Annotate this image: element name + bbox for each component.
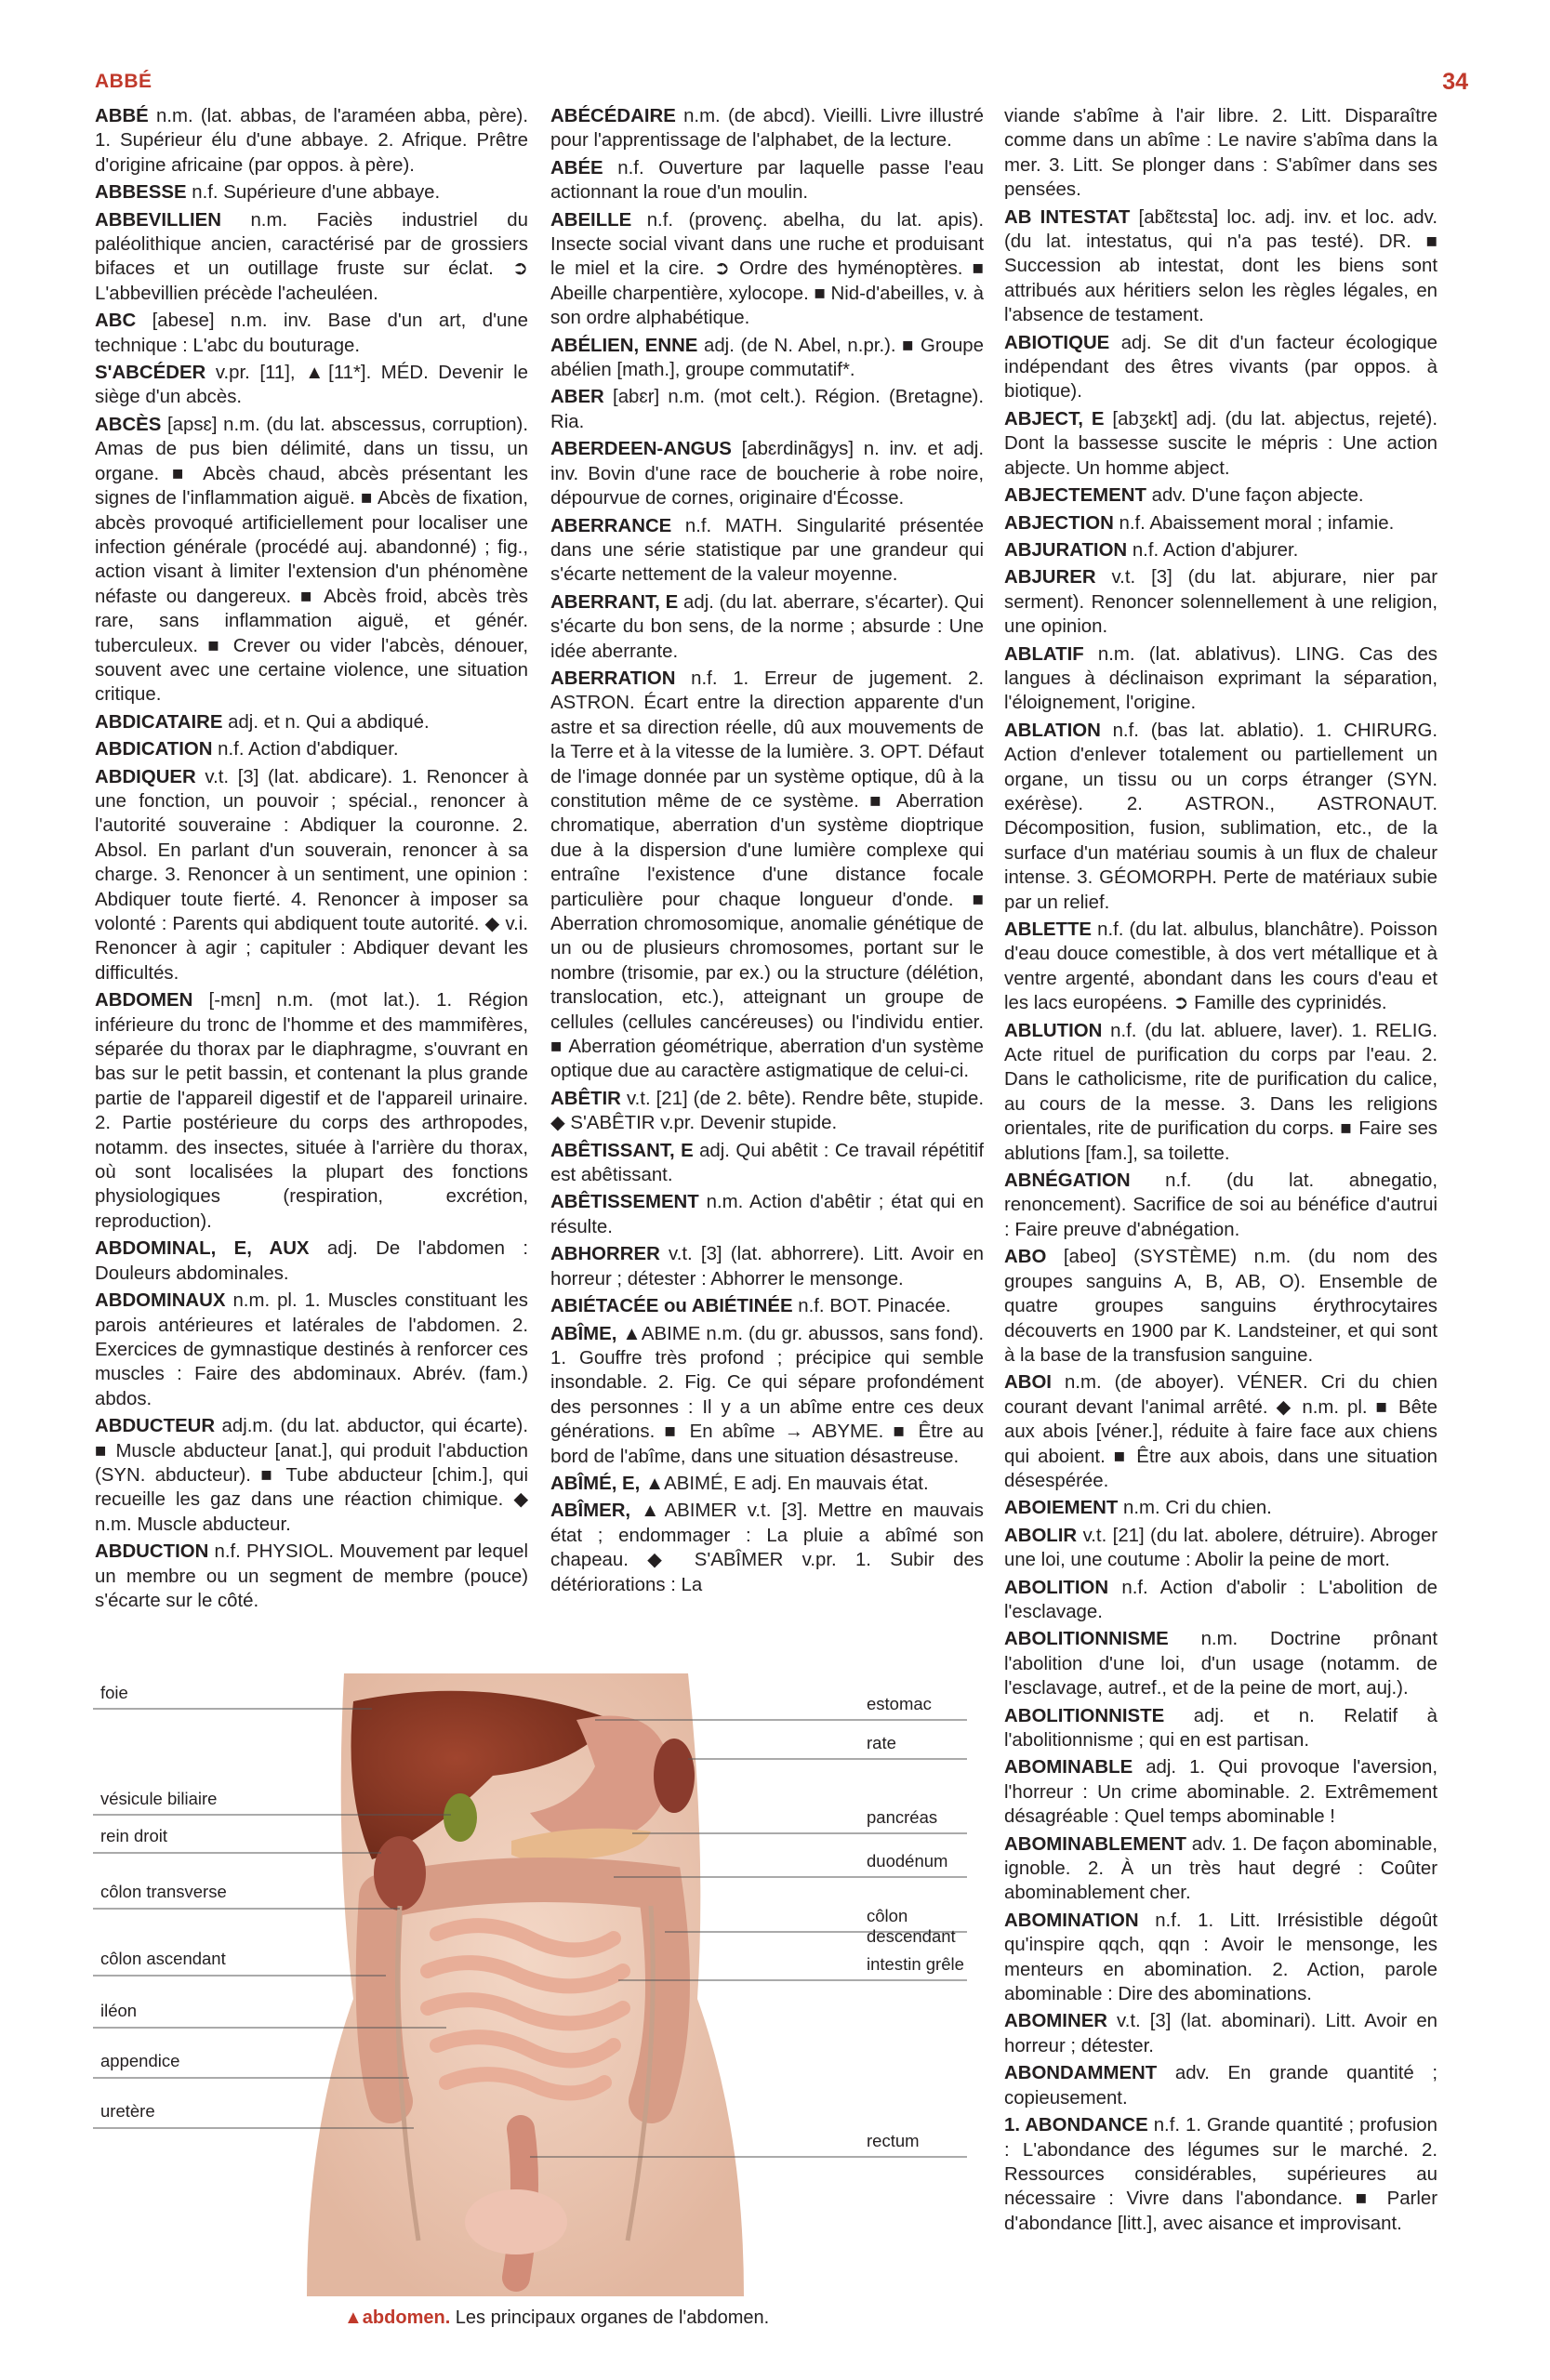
- dictionary-entry: [95, 710, 528, 734]
- entry-definition: n.m. Cri du chien.: [1123, 1498, 1272, 1519]
- dictionary-entry: [550, 1087, 984, 1136]
- entry-headword: ABLETTE: [1004, 919, 1093, 940]
- entry-definition: v.t. [3] (lat. abdicare). 1. Renoncer à une fonction, un pouvoir ; spécial., renoncer à l'autorité souveraine : Abdiquer la couronne. 2. Absol. En parlant d'un souverain, renoncer à sa charge. 3. Renoncer à un sentiment, une opinion : Abdiquer toute fierté. 4. Renoncer à imposer sa volonté : Parents qui abdiquent toute autorité. ◆ v.i. Renoncer à agir ; capituler : Abdiquer devant les difficultés.: [95, 766, 528, 984]
- entry-definition: n.f. (provenç. abelha, du lat. apis). Insecte social vivant dans une ruche et produisant le miel et la cire. ➲ Ordre des hyménoptères. ■ Abeille charpentière, xylocope. ■ Nid-d'abeilles, v. à son ordre alphabétique.: [550, 209, 984, 329]
- entry-headword: ABBESSE: [95, 182, 187, 204]
- dictionary-entry: [95, 988, 528, 1234]
- entry-headword: ABJECTION: [1004, 512, 1114, 534]
- entry-definition: adv. En grande quantité ; copieusement.: [1004, 2063, 1437, 2109]
- right-kidney: [374, 1836, 426, 1911]
- abdomen-illustration: [93, 1664, 986, 2296]
- label-colon-transverse: côlon transverse: [100, 1882, 227, 1901]
- column-2: [550, 104, 984, 1600]
- dictionary-entry: [1004, 407, 1437, 481]
- bladder: [465, 2189, 567, 2254]
- entry-definition: [abese] n.m. inv. Base d'un art, d'une technique : L'abc du bouturage.: [95, 311, 528, 356]
- entry-definition: v.pr. [11], ▲[11*]. MÉD. Devenir le siège d'un abcès.: [95, 363, 528, 408]
- dictionary-entry: [1004, 1627, 1437, 1700]
- entry-definition: n.m. Action d'abêtir ; état qui en résulte.: [550, 1192, 984, 1237]
- dictionary-entry: [550, 1472, 984, 1496]
- entry-definition: n.f. Action d'abdiquer.: [218, 739, 399, 760]
- dictionary-entry: [550, 385, 984, 434]
- entry-definition: n.f. Action d'abjurer.: [1132, 539, 1299, 561]
- entry-definition: [abɛ̃tɛsta] loc. adj. inv. et loc. adv. (du lat. intestatus, qui n'a pas testé). DR. ■ Succession ab intestat, dont les biens sont attribués aux héritiers selon les règles légales, en l'absence de testament.: [1004, 206, 1437, 326]
- dictionary-entry: [95, 1540, 528, 1613]
- caption-headword: ▲abdomen.: [344, 2307, 451, 2328]
- entry-definition: adj.m. (du lat. abductor, qui écarte). ■ Muscle abducteur [anat.], qui produit l'abduction (SYN. abducteur). ■ Tube abducteur [chim.], qui recueille les gaz dans une réaction chimique. ◆ n.m. Muscle abducteur.: [95, 1416, 528, 1535]
- entry-definition: n.m. Faciès industriel du paléolithique ancien, caractérisé par de grossiers bifaces et un outillage fruste sur éclat. ➲ L'abbevillien précède l'acheuléen.: [95, 209, 528, 304]
- dictionary-entry: [550, 104, 984, 153]
- dictionary-entry: [95, 413, 528, 707]
- dictionary-entry: [1004, 511, 1437, 536]
- entry-definition: adj. et n. Relatif à l'abolitionnisme ; qui en est partisan.: [1004, 1705, 1437, 1751]
- figure-caption: [344, 2307, 769, 2329]
- label-vesicule-biliaire: vésicule biliaire: [100, 1789, 218, 1808]
- dictionary-entry: [550, 1242, 984, 1291]
- dictionary-entry: [1004, 2113, 1437, 2236]
- entry-headword: ABDUCTEUR: [95, 1416, 216, 1437]
- dictionary-entry: [1004, 2009, 1437, 2058]
- entry-definition: n.f. PHYSIOL. Mouvement par lequel un membre ou un segment de membre (pouce) s'écarte sur le côté.: [95, 1541, 528, 1611]
- entry-headword: ABOMINER: [1004, 2011, 1108, 2032]
- entry-definition: adj. 1. Qui provoque l'aversion, l'horreur : Un crime abominable. 2. Extrêmement désagréable : Quel temps abominable !: [1004, 1757, 1437, 1828]
- entry-definition: adv. D'une façon abjecte.: [1151, 485, 1364, 507]
- entry-headword: ABOLIR: [1004, 1525, 1078, 1546]
- entry-headword: ABDOMINAL, E, AUX: [95, 1238, 310, 1260]
- dictionary-entry: [1004, 1576, 1437, 1625]
- entry-definition: [abɛrdinãgys] n. inv. et adj. inv. Bovin d'une race de boucherie à robe noire, dépourvue de cornes, originaire d'Écosse.: [550, 439, 984, 509]
- entry-definition: v.t. [3] (lat. abhorrere). Litt. Avoir en horreur ; détester : Abhorrer le mensonge.: [550, 1244, 984, 1289]
- entry-definition: adj. (de N. Abel, n.pr.). ■ Groupe abélien [math.], groupe commutatif*.: [550, 335, 984, 381]
- entry-headword: ABONDAMMENT: [1004, 2063, 1158, 2084]
- dictionary-entry: [1004, 538, 1437, 562]
- entry-definition: n.f. Action d'abolir : L'abolition de l'esclavage.: [1004, 1577, 1437, 1622]
- entry-definition: [apsɛ] n.m. (du lat. abscessus, corruption). Amas de pus bien délimité, dans un tissu, un organe. ■ Abcès chaud, abcès présentant les signes de l'inflammation aiguë. ■ Abcès de fixation, abcès provoqué artificiellement pour localiser une infection générale (procédé auj. abandonné) ; fig., action visant à limiter l'extension d'un phénomène néfaste ou dangereux. ■ Abcès froid, abcès très rare, sans inflammation aiguë, et génér. tuberculeux. ■ Crever ou vider l'abcès, dénouer, souvent avec une certaine violence, une situation critique.: [95, 414, 529, 706]
- column-3: [1004, 104, 1437, 2239]
- dictionary-entry: [1004, 331, 1437, 404]
- entry-definition: [abeo] (SYSTÈME) n.m. (du nom des groupes sanguins A, B, AB, O). Ensemble de quatre groupes sanguins érythrocytaires découverts en 1900 par K. Landsteiner, et qui sont à la base de la transfusion sanguine.: [1004, 1247, 1437, 1366]
- entry-headword: ABDICATAIRE: [95, 711, 223, 733]
- label-colon-descendant: côlon descendant: [867, 1906, 956, 1946]
- entry-headword: ABDICATION: [95, 739, 213, 760]
- entry-definition: n.f. Ouverture par laquelle passe l'eau actionnant la roue d'un moulin.: [550, 157, 984, 204]
- entry-definition: adj. (du lat. aberrare, s'écarter). Qui s'écarte du bon sens, de la norme ; absurde : Une idée aberrante.: [550, 591, 984, 662]
- entry-headword: ABOMINABLEMENT: [1004, 1833, 1186, 1855]
- abdomen-anatomy-drawing: [93, 1664, 986, 2296]
- entry-headword: ABOLITIONNISTE: [1004, 1705, 1165, 1726]
- dictionary-entry: [1004, 1496, 1437, 1520]
- dictionary-entry: [1004, 1755, 1437, 1829]
- entry-definition: n.f. 1. Grande quantité ; profusion : L'abondance des légumes sur le marché. 2. Ressources considérables, supérieures au nécessaire : Vivre dans l'abondance. ■ Parler d'abondance [litt.], avec aisance et improvisant.: [1004, 2115, 1437, 2234]
- dictionary-entry: [95, 309, 528, 358]
- label-pancreas: pancréas: [867, 1807, 938, 1827]
- entry-headword: ABERRANT, E: [550, 591, 679, 613]
- entry-headword: ABC: [95, 311, 137, 332]
- entry-headword: ABÎMÉ, E,: [550, 1473, 641, 1494]
- dictionary-entry: [550, 590, 984, 664]
- entry-headword: ABÊTIR: [550, 1088, 621, 1109]
- dictionary-entry: [95, 104, 528, 178]
- entry-definition: adj. De l'abdomen : Douleurs abdominales.: [95, 1238, 528, 1284]
- label-rein-droit: rein droit: [100, 1826, 167, 1845]
- entry-definition: n.f. (du lat. abluere, laver). 1. RELIG. Acte rituel de purification du corps par l'eau. 2. Dans le catholicisme, rite de purification du calice, au cours de la messe. 3. Dans les religions orientales, rite de purification du corps. ■ Faire ses ablutions [fam.], sa toilette.: [1004, 1020, 1437, 1164]
- entry-headword: ABDOMINAUX: [95, 1290, 226, 1312]
- gallbladder: [444, 1793, 477, 1842]
- entry-definition: adj. et n. Qui a abdiqué.: [228, 711, 430, 733]
- entry-definition: n.m. (lat. ablativus). LING. Cas des langues à déclinaison exprimant la séparation, l'éloignement, l'origine.: [1004, 643, 1437, 714]
- dictionary-entry: [1004, 719, 1437, 915]
- entry-headword: ABDUCTION: [95, 1541, 209, 1563]
- entry-headword: ABOLITION: [1004, 1577, 1109, 1598]
- entry-headword: 1. ABONDANCE: [1004, 2115, 1148, 2136]
- dictionary-entry: [1004, 205, 1437, 328]
- dictionary-entry: [1004, 104, 1437, 203]
- entry-definition: n.m. (lat. abbas, de l'araméen abba, père). 1. Supérieur élu d'une abbaye. 2. Afrique. Prêtre d'origine africaine (par oppos. à père).: [95, 106, 529, 176]
- entry-headword: ABÊTISSANT, E: [550, 1140, 694, 1161]
- entry-headword: ABJECTEMENT: [1004, 485, 1146, 507]
- entry-definition: [-mɛn] n.m. (mot lat.). 1. Région inférieure du tronc de l'homme et des mammifères, séparée du thorax par le diaphragme, s'ouvrant en bas sur le petit bassin, et contenant la plus grande partie de l'appareil digestif et de l'appareil urinaire. 2. Partie postérieure du corps des arthropodes, notamm. des insectes, située à l'arrière du thorax, où sont localisées la plupart des fonctions physiologiques (respiration, excrétion, reproduction).: [95, 990, 528, 1232]
- entry-definition: v.t. [21] (de 2. bête). Rendre bête, stupide. ◆ S'ABÊTIR v.pr. Devenir stupide.: [550, 1088, 985, 1134]
- dictionary-entry: [1004, 483, 1437, 508]
- dictionary-entry: [550, 208, 984, 331]
- entry-headword: ABÉE: [550, 157, 603, 178]
- entry-headword: ABOMINABLE: [1004, 1757, 1133, 1778]
- entry-definition: n.f. 1. Erreur de jugement. 2. ASTRON. Écart entre la direction apparente d'un astre et sa direction réelle, dû aux mouvements de la Terre et à la vitesse de la lumière. 3. OPT. Défaut de l'image donnée par un système optique, dû à la constitution même de ce système. ■ Aberration chromatique, aberration d'un système dioptrique due à la dispersion d'une lumière complexe qui entraîne l'existence d'une distance focale particulière pour chaque longueur d'onde. ■ Aberration chromosomique, anomalie génétique de un ou de plusieurs chromosomes, portant sur le nombre (trisomie, par ex.) ou la structure (délétion, translocation, etc.), atteignant un groupe de cellules (cellules cancéreuses) ou l'individu entier. ■ Aberration géométrique, aberration d'un système optique due au caractère astigmatique de celui-ci.: [550, 668, 984, 1082]
- entry-headword: ABIOTIQUE: [1004, 332, 1110, 353]
- dictionary-entry: [1004, 1704, 1437, 1753]
- dictionary-entry: [550, 1190, 984, 1239]
- dictionary-entry: [550, 1294, 984, 1318]
- entry-definition: [abɛr] n.m. (mot celt.). Région. (Bretagne). Ria.: [550, 387, 984, 432]
- label-rate: rate: [867, 1733, 896, 1752]
- entry-definition: n.f. BOT. Pinacée.: [798, 1296, 951, 1317]
- label-foie: foie: [100, 1683, 128, 1702]
- entry-headword: ABÎME,: [550, 1323, 617, 1344]
- entry-definition: v.t. [3] (lat. abominari). Litt. Avoir en horreur ; détester.: [1004, 2011, 1437, 2056]
- entry-definition: viande s'abîme à l'air libre. 2. Litt. Disparaître comme dans un abîme : Le navire s'abîma dans la mer. 3. Litt. Se plonger dans : S'abîmer dans ses pensées.: [1004, 106, 1437, 201]
- spleen: [654, 1739, 695, 1813]
- label-rectum: rectum: [867, 2131, 920, 2150]
- entry-headword: ABIÉTACÉE ou ABIÉTINÉE: [550, 1296, 793, 1317]
- caption-text: Les principaux organes de l'abdomen.: [450, 2307, 770, 2328]
- entry-definition: n.m. Doctrine prônant l'abolition d'une loi, d'un usage (notamm. de l'esclavage, autref., et de la peine de mort, auj.).: [1004, 1629, 1437, 1699]
- dictionary-entry: [550, 1139, 984, 1188]
- dictionary-entry: [1004, 1019, 1437, 1166]
- label-colon-ascendant: côlon ascendant: [100, 1949, 226, 1968]
- dictionary-entry: [1004, 1524, 1437, 1573]
- dictionary-entry: [95, 737, 528, 761]
- entry-definition: n.f. (du lat. abnegatio, renoncement). Sacrifice de soi au bénéfice d'autrui : Faire preuve d'abnégation.: [1004, 1170, 1437, 1240]
- entry-headword: ABLATION: [1004, 720, 1101, 741]
- dictionary-entry: [550, 1499, 984, 1597]
- dictionary-entry: [1004, 1245, 1437, 1368]
- entry-headword: ABOMINATION: [1004, 1910, 1139, 1931]
- entry-definition: v.t. [21] (du lat. abolere, détruire). Abroger une loi, une coutume : Abolir la peine de mort.: [1004, 1525, 1438, 1571]
- entry-headword: ABLUTION: [1004, 1020, 1103, 1041]
- entry-headword: ABBEVILLIEN: [95, 209, 221, 231]
- entry-headword: ABOLITIONNISME: [1004, 1629, 1169, 1650]
- entry-definition: n.f. MATH. Singularité présentée dans une série statistique par une grandeur qui s'écarte nettement de la valeur moyenne.: [550, 515, 984, 586]
- dictionary-entry: [550, 514, 984, 588]
- entry-headword: ABERRANCE: [550, 515, 672, 536]
- entry-headword: S'ABCÉDER: [95, 363, 206, 384]
- entry-definition: n.f. (bas lat. ablatio). 1. CHIRURG. Action d'enlever totalement ou partiellement un organe, un tissu ou un corps étranger (SYN. exérèse). 2. ASTRON., ASTRONAUT. Décomposition, fusion, sublimation, etc., de la surface d'un matériau soumis à un flux de chaleur intense. 3. GÉOMORPH. Perte de matériaux subie par un relief.: [1004, 720, 1437, 913]
- entry-definition: n.f. (du lat. albulus, blanchâtre). Poisson d'eau douce comestible, à dos vert métallique et à ventre argenté, abondant dans les cours d'eau et les lacs européens. ➲ Famille des cyprinidés.: [1004, 919, 1437, 1014]
- entry-headword: ABJURER: [1004, 567, 1096, 588]
- dictionary-entry: [1004, 642, 1437, 716]
- entry-definition: v.t. [3] (du lat. abjurare, nier par serment). Renoncer solennellement à une religion, une opinion.: [1004, 567, 1437, 638]
- entry-headword: ABERRATION: [550, 668, 676, 689]
- entry-headword: AB INTESTAT: [1004, 206, 1131, 228]
- dictionary-entry: [95, 208, 528, 307]
- label-appendice: appendice: [100, 2051, 180, 2070]
- entry-definition: n.m. pl. 1. Muscles constituant les parois antérieures et latérales de l'abdomen. 2. Exercices de gymnastique destinés à renforcer ces muscles : Faire des abdominaux. Abrév. (fam.) abdos.: [95, 1290, 528, 1409]
- entry-headword: ABOI: [1004, 1372, 1052, 1394]
- entry-definition: adj. Qui abêtit : Ce travail répétitif est abêtissant.: [550, 1140, 984, 1186]
- entry-headword: ABNÉGATION: [1004, 1170, 1131, 1192]
- column-1: [95, 104, 528, 1616]
- dictionary-entry: [95, 1236, 528, 1286]
- entry-headword: ABERDEEN-ANGUS: [550, 439, 732, 460]
- dictionary-entry: [1004, 1169, 1437, 1242]
- dictionary-entry: [550, 156, 984, 205]
- entry-definition: ▲ABIME n.m. (du gr. abussos, sans fond). 1. Gouffre très profond ; précipice qui semble insondable. 2. Fig. Ce qui sépare profondément des personnes : Il y a un abîme entre ces deux générations. ■ En abîme → ABYME. ■ Être au bord de l'abîme, dans une situation désastreuse.: [550, 1323, 985, 1467]
- entry-definition: adv. 1. De façon abominable, ignoble. 2. À un très haut degré : Coûter abominablement cher.: [1004, 1833, 1437, 1904]
- entry-definition: ▲ABIMER v.t. [3]. Mettre en mauvais état ; endommager : La pluie a abîmé son chapeau. ◆ S'ABÎMER v.pr. 1. Subir des détériorations : La: [550, 1501, 985, 1595]
- entry-headword: ABJECT, E: [1004, 408, 1105, 430]
- dictionary-entry: [550, 334, 984, 383]
- running-head: ABBÉ: [95, 71, 152, 92]
- entry-headword: ABCÈS: [95, 414, 162, 435]
- label-intestin-grele: intestin grêle: [867, 1954, 964, 1974]
- dictionary-entry: [1004, 1370, 1437, 1493]
- entry-definition: n.m. (de abcd). Vieilli. Livre illustré pour l'apprentissage de l'alphabet, de la lecture.: [550, 106, 984, 152]
- entry-headword: ABÉCÉDAIRE: [550, 106, 676, 126]
- entry-definition: n.f. Supérieure d'une abbaye.: [192, 182, 441, 204]
- entry-headword: ABO: [1004, 1247, 1047, 1268]
- dictionary-entry: [95, 361, 528, 410]
- entry-headword: ABDOMEN: [95, 990, 193, 1012]
- dictionary-entry: [550, 437, 984, 510]
- entry-headword: ABJURATION: [1004, 539, 1128, 561]
- label-duodenum: duodénum: [867, 1851, 948, 1871]
- entry-headword: ABÊTISSEMENT: [550, 1192, 699, 1213]
- dictionary-entry: [1004, 1909, 1437, 2007]
- entry-headword: ABBÉ: [95, 106, 149, 126]
- label-uretere: uretère: [100, 2101, 155, 2121]
- dictionary-entry: [550, 1322, 984, 1469]
- entry-headword: ABLATIF: [1004, 643, 1084, 665]
- dictionary-entry: [95, 765, 528, 986]
- label-ileon: iléon: [100, 2001, 138, 2020]
- entry-headword: ABDIQUER: [95, 766, 196, 787]
- entry-definition: [abʒɛkt] adj. (du lat. abjectus, rejeté). Dont la bassesse suscite le mépris : Une action abjecte. Un homme abject.: [1004, 408, 1437, 479]
- dictionary-entry: [1004, 2061, 1437, 2110]
- entry-headword: ABOIEMENT: [1004, 1498, 1119, 1519]
- dictionary-entry: [1004, 918, 1437, 1016]
- entry-definition: ▲ABIMÉ, E adj. En mauvais état.: [644, 1473, 929, 1494]
- label-estomac: estomac: [867, 1694, 932, 1713]
- entry-definition: n.f. 1. Litt. Irrésistible dégoût qu'inspire qqch, qqn : Avoir le mensonge, les menteurs en abomination. 2. Action, parole abominable : Dire des abominations.: [1004, 1910, 1437, 2005]
- entry-headword: ABHORRER: [550, 1244, 660, 1265]
- entry-headword: ABÉLIEN, ENNE: [550, 335, 698, 356]
- dictionary-entry: [95, 1289, 528, 1411]
- dictionary-entry: [95, 180, 528, 205]
- page-number: 34: [1442, 69, 1468, 95]
- dictionary-entry: [550, 667, 984, 1084]
- dictionary-entry: [1004, 565, 1437, 639]
- entry-headword: ABEILLE: [550, 209, 632, 231]
- entry-definition: adj. Se dit d'un facteur écologique indépendant des êtres vivants (par oppos. à biotique).: [1004, 332, 1437, 403]
- entry-definition: n.f. Abaissement moral ; infamie.: [1119, 512, 1395, 534]
- dictionary-entry: [95, 1414, 528, 1537]
- dictionary-entry: [1004, 1832, 1437, 1906]
- entry-definition: n.m. (de aboyer). VÉNER. Cri du chien courant devant l'animal arrêté. ◆ n.m. pl. ■ Bête aux abois [véner.], réduite à faire face aux chiens qui aboient. ■ Être aux abois, dans une situation désespérée.: [1004, 1372, 1438, 1491]
- entry-headword: ABER: [550, 387, 604, 408]
- entry-headword: ABÎMER,: [550, 1501, 631, 1522]
